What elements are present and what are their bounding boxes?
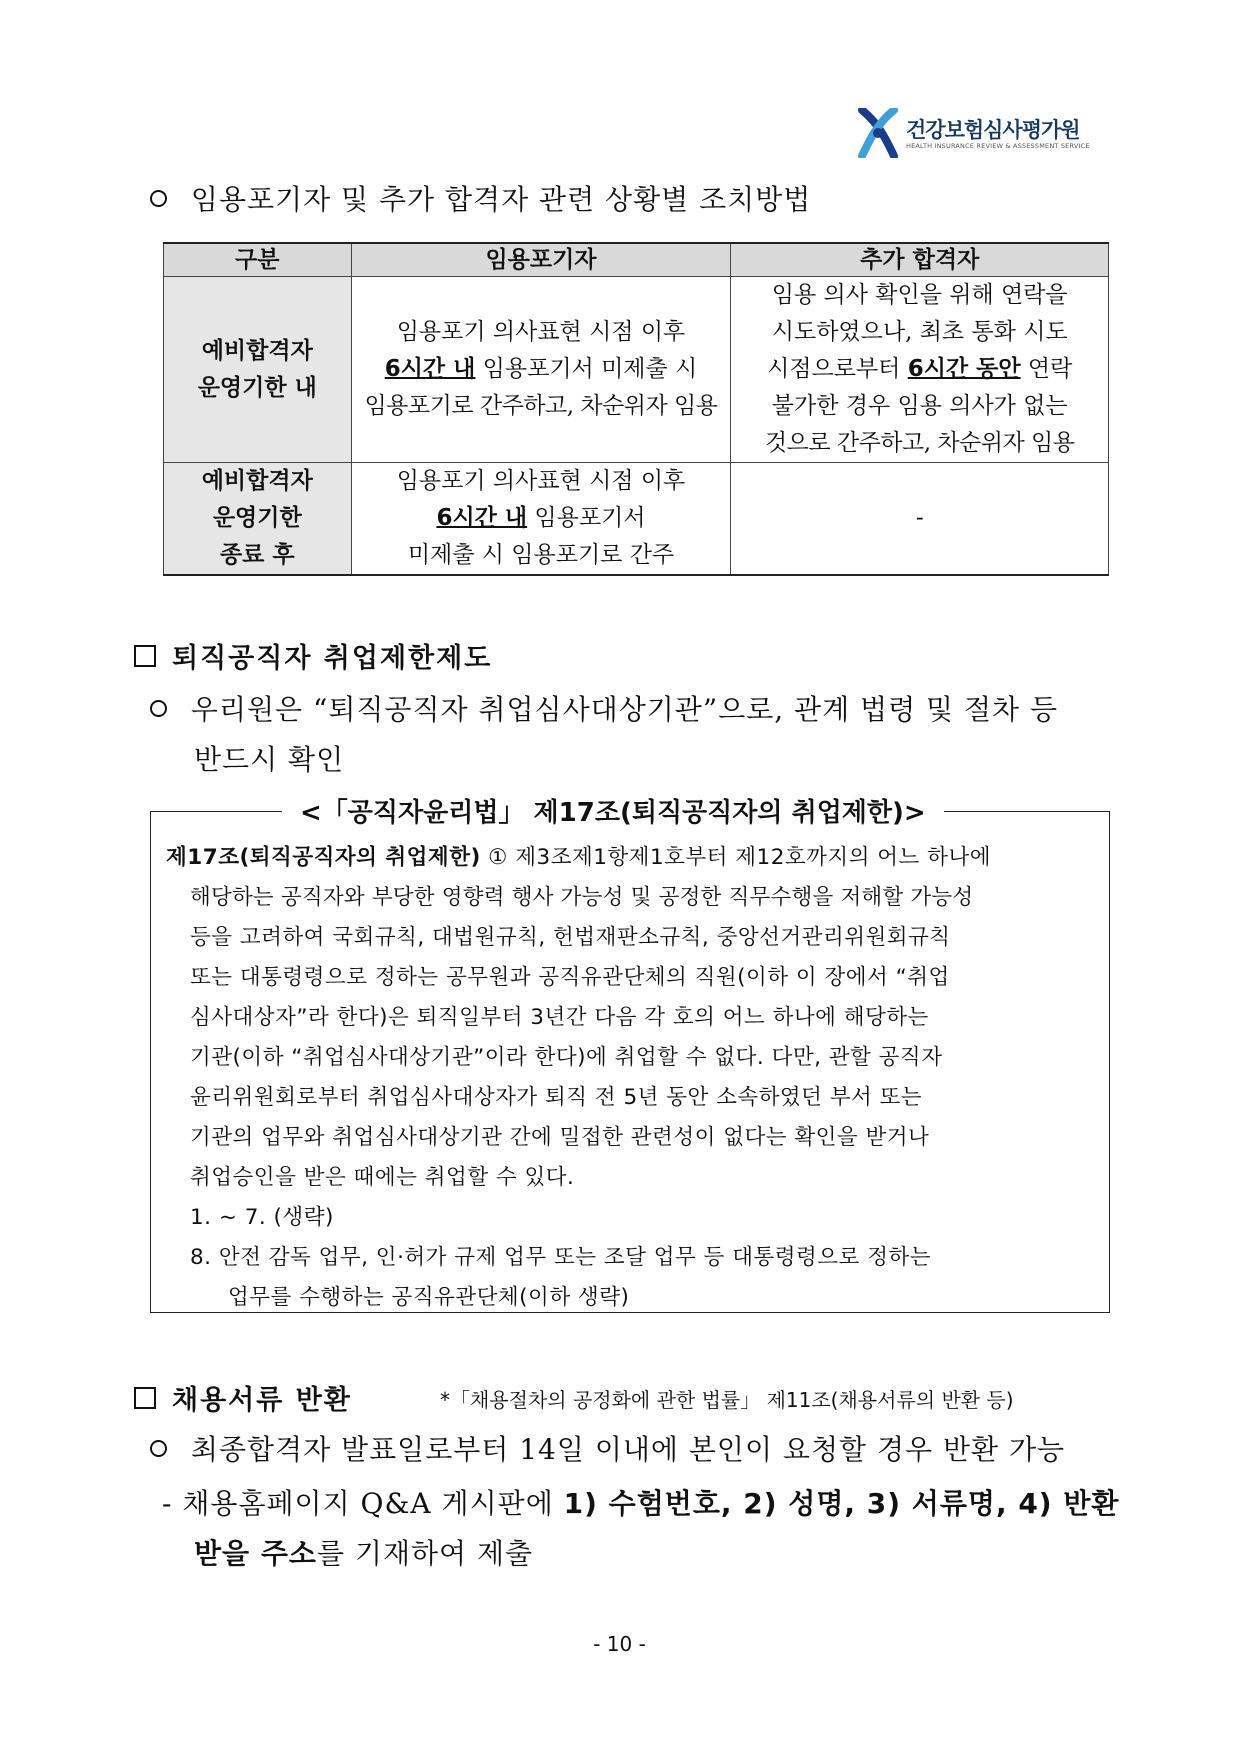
table-row xyxy=(164,277,1109,463)
row2-label-line: 운영기한 xyxy=(212,505,302,531)
cell-line: 임용포기 의사표현 시점 이후 xyxy=(396,468,686,494)
row2-label-line: 예비합격자 xyxy=(201,468,313,494)
deadline-6h: 6시간 동안 xyxy=(907,356,1021,382)
logo-subtitle: HEALTH INSURANCE REVIEW & ASSESSMENT SERVICE xyxy=(906,142,1090,150)
section3-dash-line2 xyxy=(194,1532,533,1572)
cell-line: 불가한 경우 임용 의사가 없는 xyxy=(771,393,1068,419)
circle-bullet-icon xyxy=(150,700,167,717)
law-line: 윤리위원회로부터 취업심사대상자가 퇴직 전 5년 동안 소속하였던 부서 또는 xyxy=(190,1085,923,1110)
situation-table xyxy=(163,242,1109,576)
cell-line: 임용 의사 확인을 위해 연락을 xyxy=(771,282,1068,308)
table-header-row xyxy=(164,243,1109,277)
square-bullet-icon xyxy=(134,1387,156,1409)
law-line: 1. ~ 7. (생략) xyxy=(190,1205,334,1230)
section2-bullet xyxy=(150,688,1058,728)
circle-bullet-icon xyxy=(150,1440,167,1457)
law-line: 해당하는 공직자와 부당한 영향력 행사 가능성 및 공정한 직무수행을 저해할 가능성 xyxy=(190,885,974,910)
cell-line xyxy=(358,500,725,537)
deadline-6h: 6시간 내 xyxy=(384,356,476,382)
page-number: - 10 - xyxy=(593,1632,646,1656)
cell-line: 미제출 시 임용포기로 간주 xyxy=(407,542,675,568)
section3-bullet xyxy=(150,1428,1065,1468)
section2-heading xyxy=(134,636,492,675)
dash-bold-text: 1) 수험번호, 2) 성명, 3) 서류명, 4) 반환 xyxy=(563,1487,1120,1520)
section3-heading xyxy=(134,1378,352,1417)
cell-line: 임용포기 의사표현 시점 이후 xyxy=(396,319,686,345)
law-line: 또는 대통령령으로 정하는 공무원과 공직유관단체의 직원(이하 이 장에서 “취업 xyxy=(190,965,950,990)
law-line: 업무를 수행하는 공직유관단체(이하 생략) xyxy=(228,1285,630,1310)
section1-title: 임용포기자 및 추가 합격자 관련 상황별 조치방법 xyxy=(190,183,812,216)
law-line: 8. 안전 감독 업무, 인·허가 규제 업무 또는 조달 업무 등 대통령령으로 정하는 xyxy=(190,1245,931,1270)
section3-dash-line xyxy=(162,1482,1119,1522)
row2-declined-cell xyxy=(351,463,731,576)
law-line: 기관(이하 “취업심사대상기관”이라 한다)에 취업할 수 없다. 다만, 관할 공직자 xyxy=(190,1045,943,1070)
section3-footnote: *「채용절차의 공정화에 관한 법률」 제11조(채용서류의 반환 등) xyxy=(440,1388,1014,1412)
row1-declined-cell xyxy=(351,277,731,463)
cell-line: 것으로 간주하고, 차순위자 임용 xyxy=(764,430,1075,456)
section3-heading-text: 채용서류 반환 xyxy=(172,1385,352,1416)
logo-name: 건강보험심사평가원 xyxy=(906,118,1080,142)
cell-text: 임용포기서 xyxy=(527,505,646,531)
section2-bullet-line2: 반드시 확인 xyxy=(194,743,345,776)
circle-bullet-icon xyxy=(150,190,167,207)
law-title: <「공직자윤리법」 제17조(퇴직공직자의 취업제한)> xyxy=(282,792,944,829)
table-row xyxy=(164,463,1109,576)
law-line-text: ① 제3조제1항제1호부터 제12호까지의 어느 하나에 xyxy=(480,845,991,870)
cell-line xyxy=(358,351,725,388)
row2-label xyxy=(164,463,352,576)
header-additional: 추가 합격자 xyxy=(731,243,1109,277)
section1-bullet xyxy=(150,178,811,218)
law-line xyxy=(166,840,991,871)
row1-label xyxy=(164,277,352,463)
section2-bullet-line1: 우리원은 “퇴직공직자 취업심사대상기관”으로, 관계 법령 및 절차 등 xyxy=(190,693,1059,726)
dash-text: - 채용홈페이지 Q&A 게시판에 xyxy=(162,1487,564,1520)
organization-logo xyxy=(856,108,1096,158)
row2-additional-cell: - xyxy=(731,463,1109,576)
square-bullet-icon xyxy=(134,645,156,667)
dash-text: 를 기재하여 제출 xyxy=(316,1537,534,1570)
cell-text: 연락 xyxy=(1020,356,1073,382)
law-line: 심사대상자”라 한다)은 퇴직일부터 3년간 다음 각 호의 어느 하나에 해당하는 xyxy=(190,1005,929,1030)
row1-additional-cell xyxy=(731,277,1109,463)
cell-text: 임용포기서 미제출 시 xyxy=(475,356,698,382)
deadline-6h: 6시간 내 xyxy=(436,505,528,531)
row1-label-line: 예비합격자 xyxy=(201,337,313,364)
cell-line: 임용포기로 간주하고, 차순위자 임용 xyxy=(364,393,718,419)
header-category: 구분 xyxy=(164,243,352,277)
row2-label-line: 종료 후 xyxy=(219,542,295,568)
section3-bullet-text: 최종합격자 발표일로부터 14일 이내에 본인이 요청할 경우 반환 가능 xyxy=(190,1433,1066,1466)
row1-label-line: 운영기한 내 xyxy=(197,374,317,401)
dash-bold-text: 받을 주소 xyxy=(194,1537,317,1570)
law-article-title: 제17조(퇴직공직자의 취업제한) xyxy=(166,845,481,870)
logo-emblem-icon xyxy=(856,108,900,158)
cell-text: 시점으로부터 xyxy=(767,356,908,382)
law-line: 기관의 업무와 취업심사대상기관 간에 밀접한 관련성이 없다는 확인을 받거나 xyxy=(190,1125,930,1150)
cell-line: 시도하였으나, 최초 통화 시도 xyxy=(771,319,1068,345)
law-line: 등을 고려하여 국회규칙, 대법원규칙, 헌법재판소규칙, 중앙선거관리위원회규칙 xyxy=(190,925,951,950)
law-line: 취업승인을 받은 때에는 취업할 수 있다. xyxy=(190,1165,575,1190)
section2-heading-text: 퇴직공직자 취업제한제도 xyxy=(172,643,493,674)
header-declined: 임용포기자 xyxy=(351,243,731,277)
cell-line xyxy=(737,351,1102,388)
